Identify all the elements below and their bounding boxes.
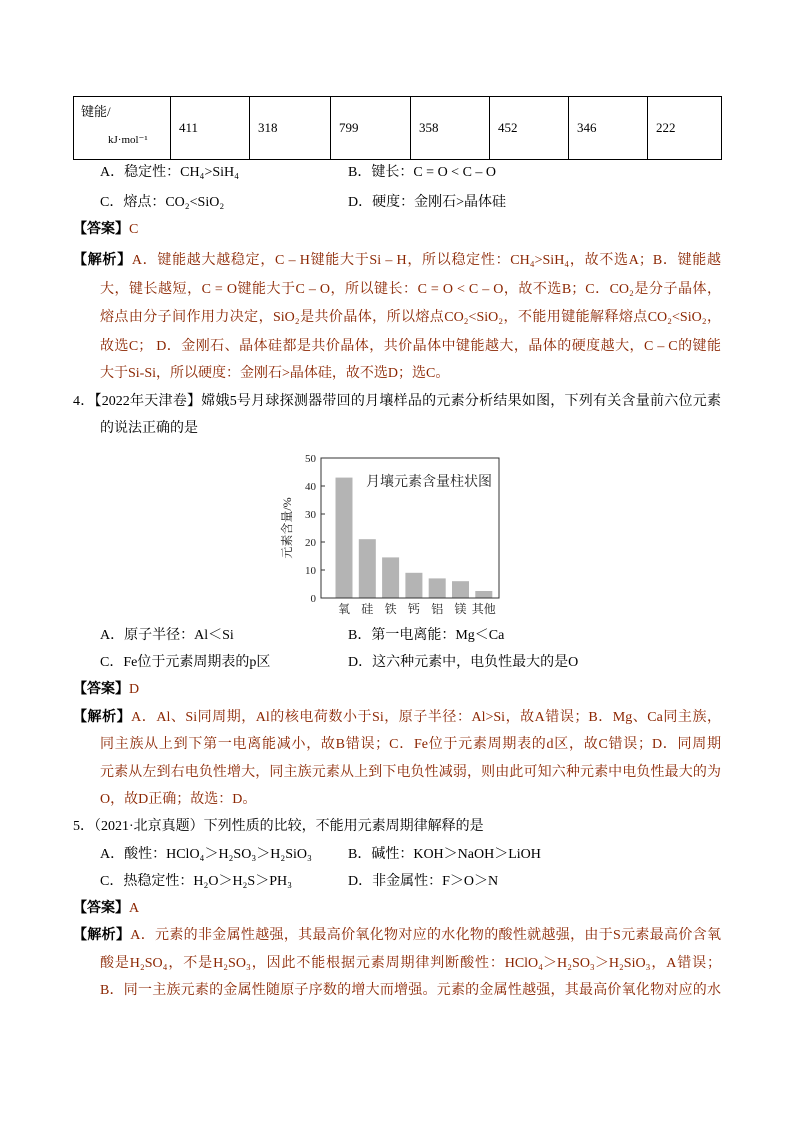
row-header-cell xyxy=(74,97,171,160)
x-tick-label: 其他 xyxy=(471,602,496,616)
answer-label: 【答案】 xyxy=(73,222,129,237)
y-tick-label: 10 xyxy=(305,565,316,577)
q4-option-a: A．原子半径：Al＜Si xyxy=(100,628,234,643)
q5-option-b: B．碱性：KOH＞NaOH＞LiOH xyxy=(348,847,541,862)
q4-option-d: D．这六种元素中，电负性最大的是O xyxy=(348,655,579,670)
analysis-text: A．元素的非金属性越强，其最高价氧化物对应的水化物的酸性就越强，由于S元素最高价含氧 xyxy=(130,928,721,943)
chart-bar-5 xyxy=(429,578,446,598)
answer-value: C xyxy=(129,222,139,237)
q5-options-row xyxy=(100,868,721,896)
answer-value: D xyxy=(129,682,140,697)
q5-option-a: A．酸性：HClO₄＞H₂SO₃＞H₂SiO₃ xyxy=(100,847,312,862)
chart-bar-6 xyxy=(452,581,469,598)
q5-answer-row xyxy=(73,895,721,923)
y-tick-label: 30 xyxy=(305,509,316,521)
x-tick-label: 铁 xyxy=(384,602,397,616)
chart-bar-7 xyxy=(475,591,492,598)
analysis-label: 【解析】 xyxy=(73,928,131,943)
chart-bar-2 xyxy=(359,539,376,598)
y-tick-label: 50 xyxy=(305,453,316,465)
bond-energy-value: 799 xyxy=(331,97,411,160)
q3-option-b: B．键长：C = O < C – O xyxy=(348,165,497,180)
answer-value: A xyxy=(129,901,140,916)
q4-analysis-line: 元素从左到右电负性增大，同主族元素从上到下电负性减弱，则由此可知六种元素中电负性最大的为 xyxy=(100,765,721,780)
q4-answer-row xyxy=(73,676,721,704)
x-tick-label: 钙 xyxy=(407,602,420,616)
y-tick-label: 0 xyxy=(310,593,316,605)
q3-options-row xyxy=(100,189,721,217)
bond-energy-value: 358 xyxy=(411,97,490,160)
answer-label: 【答案】 xyxy=(73,901,129,916)
chart-title: 月壤元素含量柱状图 xyxy=(366,475,492,490)
q5-analysis-line: 酸是H₂SO₄，不是H₂SO₃，因此不能根据元素周期律判断酸性：HClO₄＞H₂SO₃＞H₂SiO₃，A错误； xyxy=(100,956,721,971)
row-header-label: 键能/ xyxy=(81,104,111,119)
q3-option-c: C．熔点：CO₂<SiO₂ xyxy=(100,195,225,210)
q5-analysis-line xyxy=(73,922,721,950)
x-tick-label: 铝 xyxy=(431,602,444,616)
bond-energy-row xyxy=(74,97,722,160)
y-tick-label: 20 xyxy=(305,537,316,549)
q4-option-c: C．Fe位于元素周期表的p区 xyxy=(100,655,271,670)
row-header-unit: kJ·mol⁻¹ xyxy=(108,134,148,146)
bond-energy-table xyxy=(73,96,722,160)
chart-bar-4 xyxy=(405,573,422,598)
bond-energy-value: 346 xyxy=(569,97,648,160)
chart-y-axis-label: 元素含量/% xyxy=(280,497,294,559)
answer-label: 【答案】 xyxy=(73,682,129,697)
y-tick-label: 40 xyxy=(305,481,316,493)
x-tick-label: 氧 xyxy=(337,602,351,616)
q4-analysis-line: 同主族从上到下第一电离能减小，故B错误；C．Fe位于元素周期表的d区，故C错误；D．同周期 xyxy=(100,737,721,752)
q4-stem-line: 4．【2022年天津卷】嫦娥5号月球探测器带回的月壤样品的元素分析结果如图，下列有关含量前六位元素 xyxy=(73,394,721,409)
q4-analysis-line xyxy=(73,704,721,732)
x-tick-label: 镁 xyxy=(454,602,467,616)
bond-energy-value: 411 xyxy=(171,97,250,160)
q4-options-row xyxy=(100,649,721,677)
q5-options-row xyxy=(100,841,721,869)
q5-stem: 5．（2021·北京真题）下列性质的比较，不能用元素周期律解释的是 xyxy=(73,819,484,834)
q4-option-b: B．第一电离能：Mg＜Ca xyxy=(348,628,505,643)
q3-analysis-line: 故选C； D．金刚石、晶体硅都是共价晶体，共价晶体中键能越大，晶体的硬度越大，C – C的键能 xyxy=(100,339,721,354)
analysis-label: 【解析】 xyxy=(73,253,132,268)
q5-option-d: D．非金属性：F＞O＞N xyxy=(348,874,499,889)
q5-analysis-line: B．同一主族元素的金属性随原子序数的增大而增强。元素的金属性越强，其最高价氧化物对应的水 xyxy=(100,983,721,998)
q4-stem-line: 的说法正确的是 xyxy=(100,421,198,436)
q4-analysis-line: O，故D正确；故选：D。 xyxy=(100,792,257,807)
chart-y-ticks xyxy=(305,453,325,605)
analysis-label: 【解析】 xyxy=(73,710,132,725)
q3-option-d: D．硬度：金刚石>晶体硅 xyxy=(348,195,507,210)
bond-energy-value: 222 xyxy=(648,97,722,160)
bond-energy-value: 452 xyxy=(490,97,569,160)
q3-analysis-line xyxy=(73,247,721,275)
chart-x-labels xyxy=(338,601,496,616)
q3-options-row xyxy=(100,159,721,187)
q4-options-row xyxy=(100,622,721,650)
analysis-text: A．Al、Si同周期，Al的核电荷数小于Si，原子半径：Al>Si，故A错误；B．Mg、Ca同主族， xyxy=(131,710,721,725)
q3-option-a: A．稳定性：CH₄>SiH₄ xyxy=(100,165,240,180)
chart-bar-3 xyxy=(382,557,399,598)
q3-analysis-line: 熔点由分子间作用力决定，SiO₂是共价晶体，所以熔点CO₂<SiO₂，不能用键能解释熔点CO₂<SiO₂， xyxy=(100,310,721,325)
chart-bar-1 xyxy=(336,478,353,598)
bond-energy-value: 318 xyxy=(250,97,331,160)
x-tick-label: 硅 xyxy=(361,602,374,616)
q3-analysis-line: 大于Si-Si，所以硬度：金刚石>晶体硅，故不选D；选C。 xyxy=(100,366,450,381)
q3-analysis-line: 大，键长越短，C = O键能大于C – O，所以键长：C = O < C – O，故不选B；C．CO₂是分子晶体， xyxy=(100,282,721,297)
element-content-bar-chart xyxy=(270,448,510,622)
q5-option-c: C．热稳定性：H₂O＞H₂S＞PH₃ xyxy=(100,874,292,889)
analysis-text: A．键能越大越稳定，C – H键能大于Si – H，所以稳定性：CH₄>SiH₄，故不选A；B．键能越 xyxy=(131,253,721,268)
q3-answer-row xyxy=(73,216,721,244)
chart-bars xyxy=(336,478,493,598)
